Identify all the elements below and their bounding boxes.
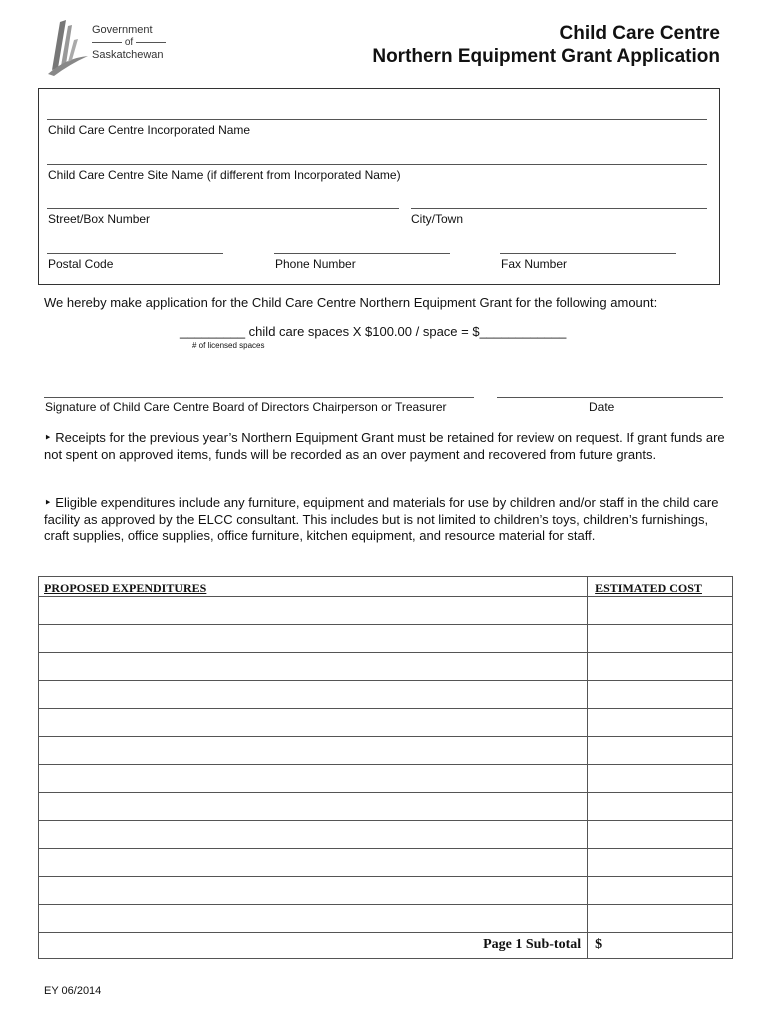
table-row [39,793,733,821]
estimated-cost-cell[interactable] [588,681,733,709]
incorporated-name-label: Child Care Centre Incorporated Name [48,123,251,137]
application-statement: We hereby make application for the Child Care Centre Northern Equipment Grant for the following amount: [44,295,658,310]
estimated-cost-cell[interactable] [588,877,733,905]
table-row [39,905,733,933]
date-label: Date [589,400,615,414]
table-row [39,737,733,765]
estimated-cost-cell[interactable] [588,625,733,653]
expenditure-item-cell[interactable] [39,765,588,793]
proposed-expenditures-header: PROPOSED EXPENDITURES [39,577,588,597]
table-row [39,653,733,681]
estimated-cost-cell[interactable] [588,765,733,793]
phone-field[interactable] [274,253,450,254]
expenditure-item-cell[interactable] [39,625,588,653]
table-row [39,597,733,625]
form-title-line-1: Child Care Centre [559,23,720,44]
logo-line-3: Saskatchewan [92,49,164,61]
table-row [39,821,733,849]
estimated-cost-cell[interactable] [588,821,733,849]
subtotal-value[interactable]: $ [588,933,733,959]
city-label: City/Town [411,212,464,226]
table-row [39,709,733,737]
city-field[interactable] [411,208,707,209]
saskatchewan-logo [46,18,186,78]
estimated-cost-cell[interactable] [588,597,733,625]
expenditure-item-cell[interactable] [39,653,588,681]
table-row [39,681,733,709]
table-header-row [39,577,733,597]
logo-line-1: Government [92,24,153,36]
postal-code-field[interactable] [47,253,223,254]
expenditure-item-cell[interactable] [39,597,588,625]
signature-field[interactable] [44,397,474,398]
date-field[interactable] [497,397,723,398]
estimated-cost-cell[interactable] [588,653,733,681]
estimated-cost-header: ESTIMATED COST [588,577,733,597]
expenditure-item-cell[interactable] [39,681,588,709]
phone-label: Phone Number [275,257,356,271]
spaces-calculation[interactable]: _________ child care spaces X $100.00 / space = $____________ [180,324,567,339]
table-row [39,877,733,905]
signature-label: Signature of Child Care Centre Board of Directors Chairperson or Treasurer [45,400,447,414]
applicant-info-box [38,88,720,285]
table-row [39,765,733,793]
form-title-line-2: Northern Equipment Grant Application [372,46,720,67]
street-field[interactable] [47,208,399,209]
expenditure-item-cell[interactable] [39,709,588,737]
fax-field[interactable] [500,253,676,254]
estimated-cost-cell[interactable] [588,849,733,877]
street-label: Street/Box Number [48,212,151,226]
fax-label: Fax Number [501,257,568,271]
estimated-cost-cell[interactable] [588,709,733,737]
postal-code-label: Postal Code [48,257,114,271]
expenditure-item-cell[interactable] [39,877,588,905]
expenditure-item-cell[interactable] [39,905,588,933]
expenditure-item-cell[interactable] [39,793,588,821]
eligible-expenditures-note: ‣ Eligible expenditures include any furniture, equipment and materials for use by children and/or staff in the child care facility as approved by the ELCC consultant. This includes but is not limited to children’s toys, children’s furnishings, craft supplies, office supplies, office furniture, kitchen equipment, and resource material for staff. [44,495,719,543]
expenditures-table [38,576,733,959]
table-row [39,849,733,877]
form-title [372,22,720,68]
expenditure-item-cell[interactable] [39,821,588,849]
estimated-cost-cell[interactable] [588,793,733,821]
incorporated-name-field[interactable] [47,119,707,120]
table-row [39,625,733,653]
receipts-note: ‣ Receipts for the previous year’s Northern Equipment Grant must be retained for review on request. If grant funds are not spent on approved items, funds will be recorded as an over payment and recovered from future grants. [44,430,725,462]
site-name-label: Child Care Centre Site Name (if different from Incorporated Name) [48,168,401,182]
licensed-spaces-caption: # of licensed spaces [192,341,265,350]
estimated-cost-cell[interactable] [588,737,733,765]
expenditure-item-cell[interactable] [39,737,588,765]
subtotal-row [39,933,733,959]
estimated-cost-cell[interactable] [588,905,733,933]
site-name-field[interactable] [47,164,707,165]
saskatchewan-emblem-icon [46,18,90,76]
logo-line-2: of [92,37,166,48]
subtotal-label: Page 1 Sub-total [39,933,588,959]
expenditure-item-cell[interactable] [39,849,588,877]
form-code: EY 06/2014 [44,985,102,997]
